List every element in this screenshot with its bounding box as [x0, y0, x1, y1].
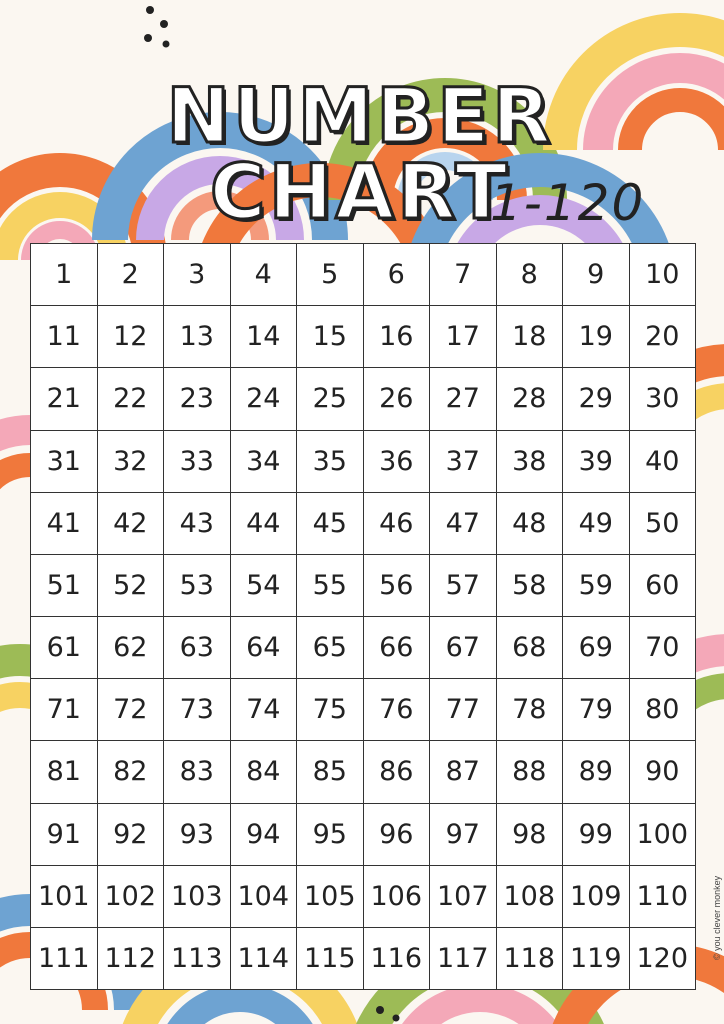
number-cell: 76 [364, 679, 431, 741]
number-cell: 63 [164, 617, 231, 679]
number-cell: 98 [497, 804, 564, 866]
number-cell: 16 [364, 306, 431, 368]
number-cell: 65 [297, 617, 364, 679]
number-cell: 60 [630, 555, 697, 617]
number-cell: 68 [497, 617, 564, 679]
number-cell: 110 [630, 866, 697, 928]
number-cell: 90 [630, 741, 697, 803]
number-cell: 80 [630, 679, 697, 741]
number-cell: 47 [430, 493, 497, 555]
number-cell: 21 [31, 368, 98, 430]
number-cell: 112 [98, 928, 165, 990]
number-cell: 9 [563, 244, 630, 306]
page-title: NUMBER CHART [166, 71, 554, 236]
number-cell: 97 [430, 804, 497, 866]
number-cell: 120 [630, 928, 697, 990]
number-cell: 109 [563, 866, 630, 928]
number-cell: 30 [630, 368, 697, 430]
number-cell: 117 [430, 928, 497, 990]
number-cell: 88 [497, 741, 564, 803]
number-cell: 52 [98, 555, 165, 617]
number-cell: 38 [497, 431, 564, 493]
number-cell: 118 [497, 928, 564, 990]
number-cell: 115 [297, 928, 364, 990]
number-cell: 66 [364, 617, 431, 679]
number-cell: 4 [231, 244, 298, 306]
number-cell: 23 [164, 368, 231, 430]
number-cell: 50 [630, 493, 697, 555]
number-cell: 105 [297, 866, 364, 928]
number-cell: 5 [297, 244, 364, 306]
number-cell: 29 [563, 368, 630, 430]
copyright-credit: © you clever monkey [712, 875, 722, 960]
number-cell: 37 [430, 431, 497, 493]
number-cell: 8 [497, 244, 564, 306]
number-cell: 103 [164, 866, 231, 928]
number-cell: 7 [430, 244, 497, 306]
number-cell: 92 [98, 804, 165, 866]
number-cell: 11 [31, 306, 98, 368]
number-cell: 100 [630, 804, 697, 866]
number-cell: 57 [430, 555, 497, 617]
number-cell: 70 [630, 617, 697, 679]
number-cell: 35 [297, 431, 364, 493]
number-cell: 61 [31, 617, 98, 679]
number-cell: 10 [630, 244, 697, 306]
number-cell: 51 [31, 555, 98, 617]
number-cell: 18 [497, 306, 564, 368]
number-cell: 54 [231, 555, 298, 617]
number-cell: 34 [231, 431, 298, 493]
number-cell: 69 [563, 617, 630, 679]
number-cell: 20 [630, 306, 697, 368]
number-cell: 43 [164, 493, 231, 555]
number-cell: 111 [31, 928, 98, 990]
number-cell: 40 [630, 431, 697, 493]
number-cell: 114 [231, 928, 298, 990]
number-cell: 28 [497, 368, 564, 430]
number-cell: 81 [31, 741, 98, 803]
number-cell: 59 [563, 555, 630, 617]
number-cell: 62 [98, 617, 165, 679]
number-cell: 1 [31, 244, 98, 306]
number-cell: 83 [164, 741, 231, 803]
number-cell: 77 [430, 679, 497, 741]
number-cell: 89 [563, 741, 630, 803]
page-subtitle: 1-120 [490, 174, 646, 232]
number-cell: 46 [364, 493, 431, 555]
number-cell: 55 [297, 555, 364, 617]
number-cell: 2 [98, 244, 165, 306]
number-cell: 64 [231, 617, 298, 679]
number-cell: 86 [364, 741, 431, 803]
number-cell: 101 [31, 866, 98, 928]
number-cell: 93 [164, 804, 231, 866]
number-cell: 119 [563, 928, 630, 990]
number-cell: 31 [31, 431, 98, 493]
number-cell: 95 [297, 804, 364, 866]
number-cell: 78 [497, 679, 564, 741]
number-cell: 22 [98, 368, 165, 430]
number-cell: 41 [31, 493, 98, 555]
number-cell: 44 [231, 493, 298, 555]
number-cell: 73 [164, 679, 231, 741]
number-cell: 82 [98, 741, 165, 803]
number-chart-table [30, 243, 696, 990]
number-cell: 49 [563, 493, 630, 555]
number-cell: 48 [497, 493, 564, 555]
number-cell: 102 [98, 866, 165, 928]
number-cell: 56 [364, 555, 431, 617]
number-cell: 71 [31, 679, 98, 741]
number-cell: 27 [430, 368, 497, 430]
number-cell: 42 [98, 493, 165, 555]
number-cell: 14 [231, 306, 298, 368]
number-cell: 13 [164, 306, 231, 368]
number-cell: 15 [297, 306, 364, 368]
number-cell: 67 [430, 617, 497, 679]
number-cell: 99 [563, 804, 630, 866]
number-cell: 19 [563, 306, 630, 368]
number-cell: 107 [430, 866, 497, 928]
number-cell: 116 [364, 928, 431, 990]
number-cell: 79 [563, 679, 630, 741]
number-cell: 6 [364, 244, 431, 306]
number-cell: 113 [164, 928, 231, 990]
number-cell: 75 [297, 679, 364, 741]
number-cell: 85 [297, 741, 364, 803]
number-cell: 53 [164, 555, 231, 617]
number-cell: 3 [164, 244, 231, 306]
number-cell: 106 [364, 866, 431, 928]
number-cell: 36 [364, 431, 431, 493]
number-cell: 58 [497, 555, 564, 617]
number-cell: 94 [231, 804, 298, 866]
number-cell: 32 [98, 431, 165, 493]
number-cell: 24 [231, 368, 298, 430]
number-cell: 25 [297, 368, 364, 430]
number-cell: 72 [98, 679, 165, 741]
number-cell: 84 [231, 741, 298, 803]
number-cell: 26 [364, 368, 431, 430]
number-cell: 104 [231, 866, 298, 928]
number-cell: 87 [430, 741, 497, 803]
number-cell: 96 [364, 804, 431, 866]
number-cell: 33 [164, 431, 231, 493]
number-cell: 91 [31, 804, 98, 866]
number-cell: 74 [231, 679, 298, 741]
number-cell: 12 [98, 306, 165, 368]
number-cell: 17 [430, 306, 497, 368]
number-cell: 108 [497, 866, 564, 928]
number-cell: 39 [563, 431, 630, 493]
number-cell: 45 [297, 493, 364, 555]
